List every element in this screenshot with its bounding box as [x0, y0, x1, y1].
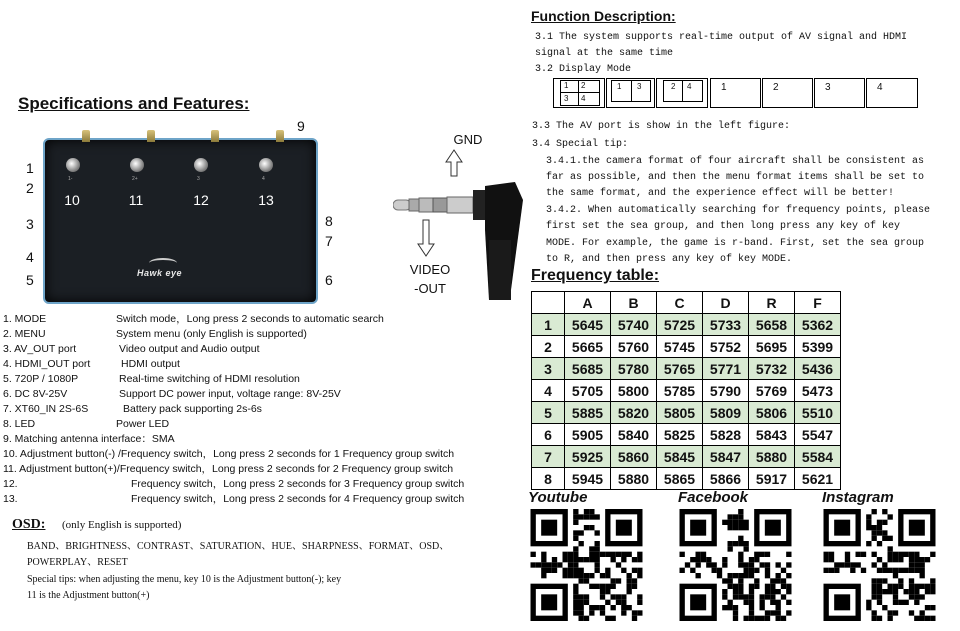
button-number-10: 10	[64, 192, 80, 208]
spec-desc: Support DC power input, voltage range: 8V-25V	[119, 388, 341, 400]
mode-cell-label: 3	[637, 82, 642, 91]
table-row-index: 8	[532, 468, 565, 490]
device-button-1	[66, 158, 80, 172]
table-row	[532, 380, 841, 402]
instagram-qr-code	[821, 509, 938, 621]
function-line: far as possible, and then the menu format items shall be set to	[546, 172, 925, 183]
list-item	[3, 492, 523, 507]
table-row	[532, 358, 841, 380]
list-item	[3, 402, 523, 417]
spec-name: 12.	[3, 478, 18, 490]
table-row-index: 7	[532, 446, 565, 468]
frequency-table	[531, 291, 841, 490]
spec-desc: System menu (only English is supported)	[116, 328, 307, 340]
table-cell: 5880	[749, 446, 795, 468]
youtube-qr-code	[528, 509, 645, 621]
table-cell: 5925	[565, 446, 611, 468]
mode-single-2	[762, 78, 813, 108]
table-cell: 5399	[795, 336, 841, 358]
spec-name: 11. Adjustment button(+)/Frequency switch，Long press 2 seconds for 2 Frequency group switch	[3, 463, 454, 475]
table-row-index: 1	[532, 314, 565, 336]
table-cell: 5436	[795, 358, 841, 380]
table-cell: 5740	[611, 314, 657, 336]
device-label-1: 1	[26, 160, 34, 176]
mode-single-3	[814, 78, 865, 108]
table-cell: 5860	[611, 446, 657, 468]
mode-cell-label: 1	[564, 81, 569, 90]
table-row	[532, 468, 841, 490]
facebook-label: Facebook	[678, 489, 749, 506]
table-header-row	[532, 292, 841, 314]
spec-desc: Battery pack supporting 2s-6s	[123, 403, 262, 415]
table-cell: 5547	[795, 424, 841, 446]
spec-desc: Frequency switch，Long press 2 seconds for 4 Frequency group switch	[131, 493, 465, 505]
device-label-3: 3	[26, 216, 34, 232]
table-row-index: 5	[532, 402, 565, 424]
table-cell: 5945	[565, 468, 611, 490]
mode-cell-label: 4	[581, 94, 586, 103]
spec-name: 13.	[3, 493, 18, 505]
table-row	[532, 446, 841, 468]
function-line: 3.3 The AV port is show in the left figure:	[532, 121, 791, 132]
table-row	[532, 314, 841, 336]
table-cell: 5847	[703, 446, 749, 468]
spec-name: 3. AV_OUT port	[3, 343, 77, 355]
table-cell: 5695	[749, 336, 795, 358]
spec-desc: Real-time switching of HDMI resolution	[119, 373, 300, 385]
table-cell: 5880	[611, 468, 657, 490]
device-label-9: 9	[297, 118, 305, 134]
list-item	[3, 357, 523, 372]
device-label-6: 6	[325, 272, 333, 288]
list-item	[3, 327, 523, 342]
function-line: 3.1 The system supports real-time output of AV signal and HDMI	[535, 32, 908, 43]
device-label-4: 4	[26, 249, 34, 265]
instagram-label: Instagram	[822, 489, 894, 506]
table-cell: 5840	[611, 424, 657, 446]
function-title: Function Description:	[531, 8, 676, 24]
osd-title: OSD:	[12, 517, 46, 532]
function-line: signal at the same time	[535, 48, 674, 59]
spec-name: 6. DC 8V-25V	[3, 388, 68, 400]
button-small-label: 4	[262, 176, 265, 182]
button-number-13: 13	[258, 192, 274, 208]
antenna-connector	[276, 130, 284, 142]
video-out-line-2: -OUT	[414, 281, 446, 296]
button-small-label: 3	[197, 176, 200, 182]
antenna-connector	[211, 130, 219, 142]
function-line: to R, and then press any key of key MODE.	[546, 254, 793, 265]
device-label-8: 8	[325, 213, 333, 229]
table-cell: 5828	[703, 424, 749, 446]
table-header-cell: A	[565, 292, 611, 314]
device-button-3	[194, 158, 208, 172]
table-cell: 5584	[795, 446, 841, 468]
list-item	[3, 417, 523, 432]
list-item	[3, 477, 523, 492]
spec-desc: HDMI output	[121, 358, 180, 370]
table-cell: 5843	[749, 424, 795, 446]
mode-cell-label: 2	[773, 82, 779, 93]
list-item	[3, 312, 523, 327]
table-cell: 5820	[611, 402, 657, 424]
mode-cell-label: 3	[825, 82, 831, 93]
table-cell: 5705	[565, 380, 611, 402]
spec-list	[3, 312, 523, 507]
list-item	[3, 462, 523, 477]
table-header-cell: R	[749, 292, 795, 314]
function-line: 3.2 Display Mode	[535, 64, 632, 75]
spec-title: Specifications and Features:	[18, 94, 250, 113]
table-cell: 5510	[795, 402, 841, 424]
table-cell: 5905	[565, 424, 611, 446]
osd-tip-line-2: 11 is the Adjustment button(+)	[27, 590, 150, 601]
table-cell: 5769	[749, 380, 795, 402]
mode-split-13	[606, 78, 655, 108]
antenna-connector	[82, 130, 90, 142]
table-cell: 5771	[703, 358, 749, 380]
spec-desc: Switch mode，Long press 2 seconds to automatic search	[116, 313, 384, 325]
table-header-cell: F	[795, 292, 841, 314]
spec-desc: Power LED	[116, 418, 170, 430]
table-row-index: 4	[532, 380, 565, 402]
table-cell: 5362	[795, 314, 841, 336]
function-line: 3.4.2. When automatically searching for frequency points, please	[546, 205, 931, 216]
mode-quad	[553, 78, 605, 108]
device-button-4	[259, 158, 273, 172]
mode-single-4	[866, 78, 918, 108]
facebook-qr-code	[677, 509, 794, 621]
table-row-index: 3	[532, 358, 565, 380]
list-item	[3, 447, 523, 462]
device-button-2	[130, 158, 144, 172]
function-line: 3.4 Special tip:	[532, 139, 629, 150]
table-cell: 5725	[657, 314, 703, 336]
mode-cell-label: 2	[581, 81, 586, 90]
osd-tip-line-1: Special tips: when adjusting the menu, key 10 is the Adjustment button(-); key	[27, 574, 342, 585]
gnd-label: GND	[453, 132, 483, 147]
table-row-index: 2	[532, 336, 565, 358]
spec-name: 1. MODE	[3, 313, 47, 325]
spec-name: 5. 720P / 1080P	[3, 373, 79, 385]
list-item	[3, 387, 523, 402]
spec-name: 10. Adjustment button(-) /Frequency switch，Long press 2 seconds for 1 Frequency group switch	[3, 448, 455, 460]
mode-cell-label: 3	[564, 94, 569, 103]
button-number-11: 11	[128, 192, 144, 208]
table-header-cell: B	[611, 292, 657, 314]
table-cell: 5732	[749, 358, 795, 380]
mode-cell-label: 1	[721, 82, 727, 93]
table-cell: 5473	[795, 380, 841, 402]
table-header-cell	[532, 292, 565, 314]
osd-items	[27, 539, 507, 571]
table-cell: 5733	[703, 314, 749, 336]
frequency-title: Frequency table:	[531, 267, 660, 284]
table-cell: 5917	[749, 468, 795, 490]
spec-name: 7. XT60_IN 2S-6S	[3, 403, 89, 415]
table-cell: 5685	[565, 358, 611, 380]
table-row	[532, 424, 841, 446]
osd-items-line-2: POWERPLAY、RESET	[27, 557, 128, 568]
spec-name: 9. Matching antenna interface：SMA	[3, 433, 175, 445]
table-cell: 5806	[749, 402, 795, 424]
function-line: MODE. For example, the game is r-band. First, set the sea group	[546, 238, 925, 249]
list-item	[3, 432, 523, 447]
table-cell: 5845	[657, 446, 703, 468]
table-cell: 5866	[703, 468, 749, 490]
device-label-7: 7	[325, 233, 333, 249]
device-label-2: 2	[26, 180, 34, 196]
youtube-label: Youtube	[528, 489, 588, 506]
spec-desc: Video output and Audio output	[119, 343, 260, 355]
down-arrow-icon	[414, 218, 438, 258]
table-cell: 5665	[565, 336, 611, 358]
brand-logo-arc	[149, 258, 177, 268]
brand-logo: Hawk eye	[137, 268, 183, 278]
mode-single-1	[710, 78, 761, 108]
table-cell: 5785	[657, 380, 703, 402]
list-item	[3, 342, 523, 357]
table-header-cell: C	[657, 292, 703, 314]
function-line: 3.4.1.the camera format of four aircraft shall be consistent as	[546, 156, 925, 167]
mode-cell-label: 2	[671, 82, 676, 91]
list-item	[3, 372, 523, 387]
spec-name: 4. HDMI_OUT port	[3, 358, 91, 370]
osd-items-line-1: BAND、BRIGHTNESS、CONTRAST、SATURATION、HUE、SHARPNESS、FORMAT、OSD、	[27, 541, 450, 552]
table-cell: 5865	[657, 468, 703, 490]
device-image	[43, 138, 318, 304]
table-cell: 5885	[565, 402, 611, 424]
table-cell: 5745	[657, 336, 703, 358]
antenna-connector	[147, 130, 155, 142]
table-cell: 5621	[795, 468, 841, 490]
table-cell: 5658	[749, 314, 795, 336]
video-out-label	[405, 260, 455, 298]
spec-name: 2. MENU	[3, 328, 46, 340]
osd-note: (only English is supported)	[62, 519, 182, 531]
osd-tip	[27, 572, 517, 604]
table-header-cell: D	[703, 292, 749, 314]
table-row	[532, 402, 841, 424]
function-line: first set the sea group, and then long press any key of key	[546, 221, 901, 232]
function-line: the same format, and the experience effect will be better!	[546, 188, 895, 199]
table-cell: 5765	[657, 358, 703, 380]
mode-cell-label: 4	[877, 82, 883, 93]
table-cell: 5800	[611, 380, 657, 402]
up-arrow-icon	[442, 148, 466, 178]
table-cell: 5790	[703, 380, 749, 402]
mode-split-24	[656, 78, 708, 108]
table-cell: 5760	[611, 336, 657, 358]
mode-cell-label: 1	[617, 82, 622, 91]
device-label-5: 5	[26, 272, 34, 288]
table-cell: 5752	[703, 336, 749, 358]
table-cell: 5825	[657, 424, 703, 446]
table-row	[532, 336, 841, 358]
button-number-12: 12	[193, 192, 209, 208]
mode-cell-label: 4	[687, 82, 692, 91]
spec-name: 8. LED	[3, 418, 36, 430]
table-cell: 5809	[703, 402, 749, 424]
table-cell: 5645	[565, 314, 611, 336]
frequency-table-body	[532, 314, 841, 490]
table-row-index: 6	[532, 424, 565, 446]
table-cell: 5805	[657, 402, 703, 424]
button-small-label: 1-	[68, 176, 73, 182]
button-small-label: 2+	[132, 176, 138, 182]
video-out-line-1: VIDEO	[409, 262, 451, 277]
spec-desc: Frequency switch，Long press 2 seconds for 3 Frequency group switch	[131, 478, 465, 490]
table-cell: 5780	[611, 358, 657, 380]
